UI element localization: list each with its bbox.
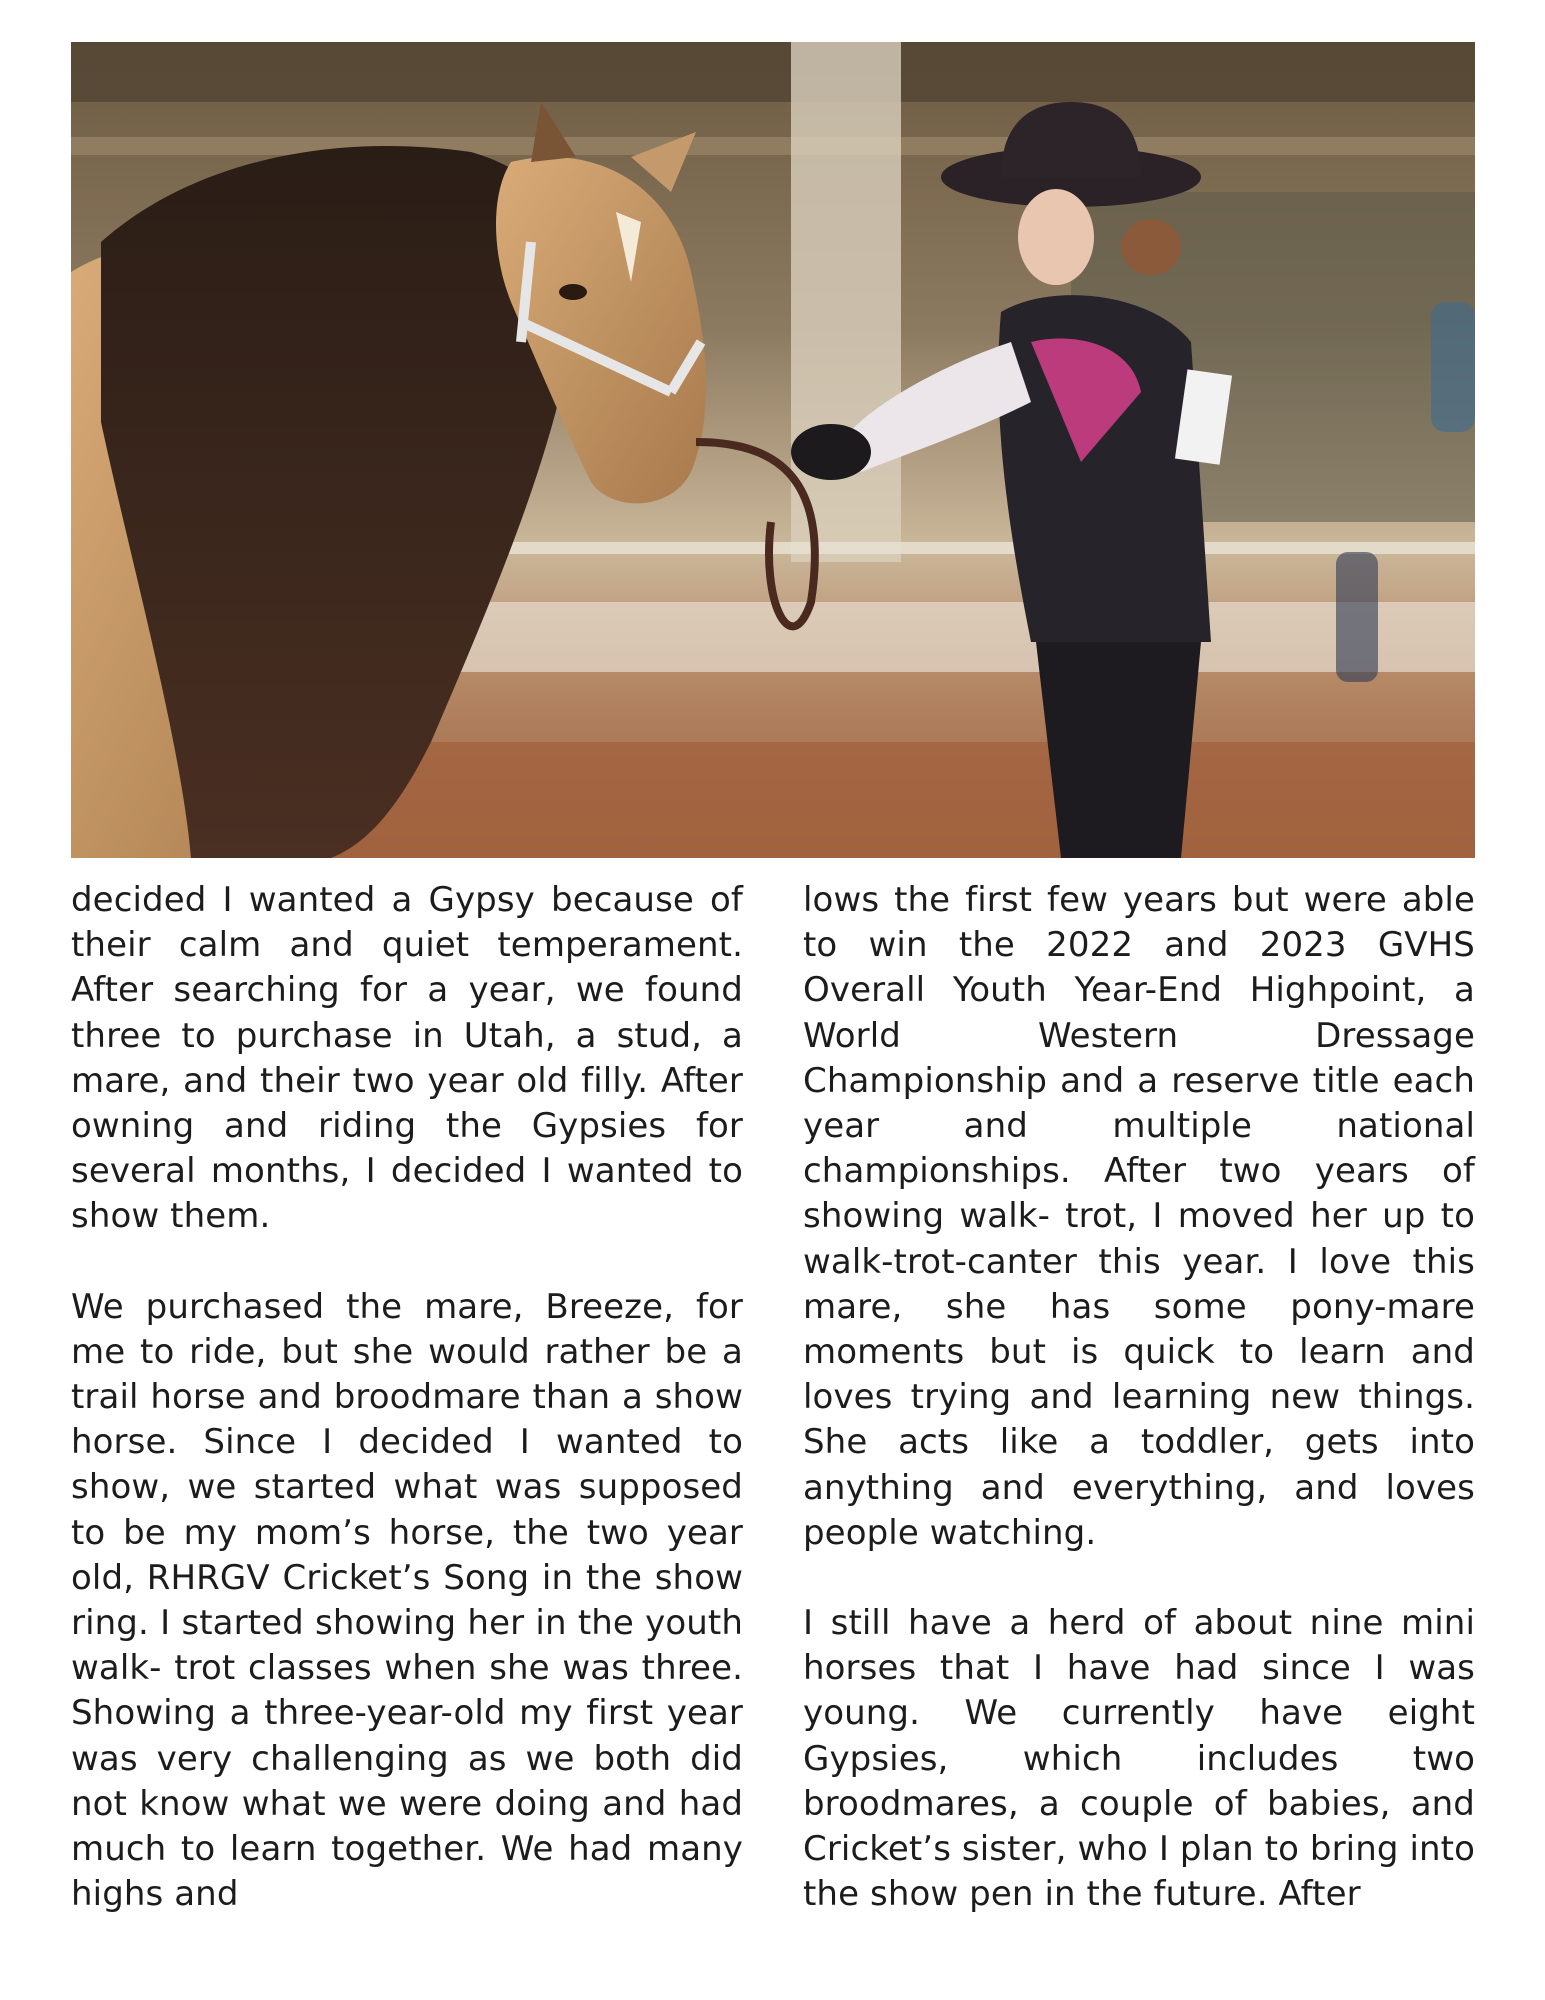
horse-show-photo [71, 42, 1475, 858]
paragraph: We purchased the mare, Breeze, for me to ride, but she would rather be a trail horse and broodmare than a show horse. Since I decided I wanted to show, we started what was supposed to be my mom’s horse, the two year old, RHRGV Cricket’s Song in the show ring. I started showing her in the youth walk- trot classes when she was three. Showing a three-year-old my first year was very challenging as we both did not know what we were doing and had much to learn together. We had many highs and [71, 1286, 743, 1915]
paragraph: decided I wanted a Gypsy because of their calm and quiet temperament. After searching for a year, we found three to purchase in Utah, a stud, a mare, and their two year old filly. After owning and riding the Gypsies for several months, I decided I wanted to show them. [71, 880, 743, 1237]
article-column-right [803, 878, 1475, 1917]
paragraph: lows the first few years but were able to win the 2022 and 2023 GVHS Overall Youth Year-End Highpoint, a World Western Dressage Championship and a reserve title each year and multiple national championships. After two years of showing walk- trot, I moved her up to walk-trot-canter this year. I love this mare, she has some pony-mare moments but is quick to learn and loves trying and learning new things. She acts like a toddler, gets into anything and everything, and loves people watching. [803, 880, 1475, 1553]
paragraph: I still have a herd of about nine mini horses that I have had since I was young. We currently have eight Gypsies, which includes two broodmares, a couple of babies, and Cricket’s sister, who I plan to bring into the show pen in the future. After [803, 1603, 1475, 1915]
article-column-left [71, 878, 743, 1917]
